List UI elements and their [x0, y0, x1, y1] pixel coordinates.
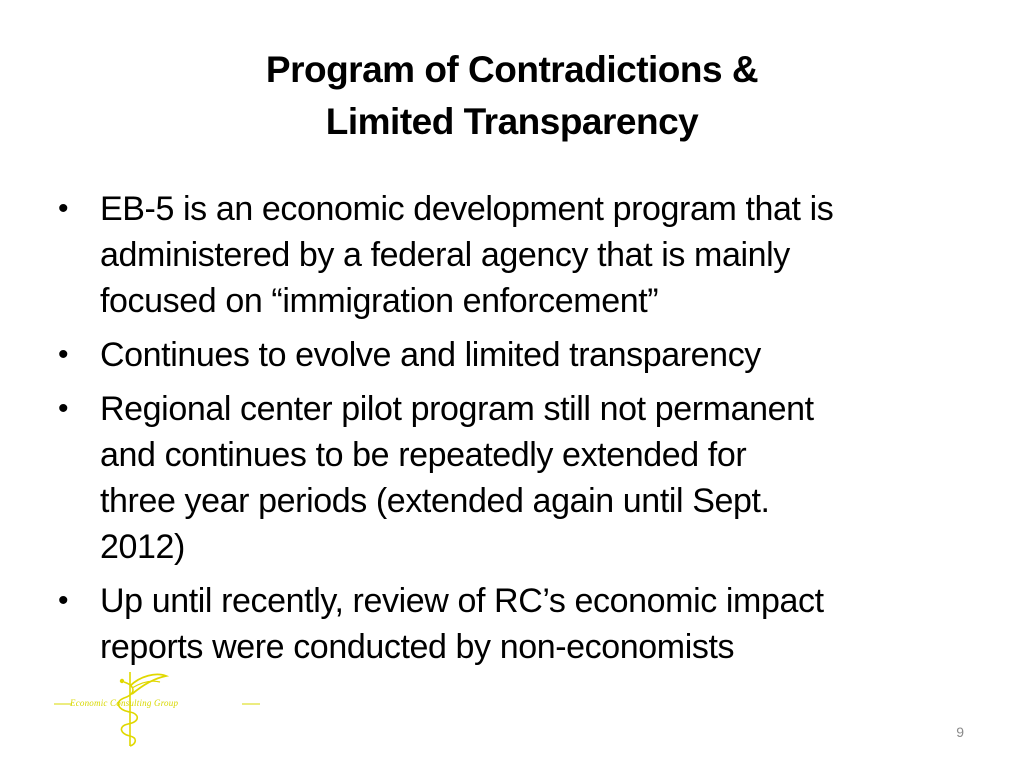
company-logo: [52, 668, 262, 750]
bullet-1-line-1: EB-5 is an economic development program that is: [100, 190, 834, 228]
page-number: 9: [956, 724, 964, 740]
bullet-4-line-1: Up until recently, review of RC’s economic impact: [100, 582, 824, 620]
bullet-item-3: [56, 386, 976, 570]
slide-title-line-1: Program of Contradictions &: [265, 49, 759, 90]
bullet-dot-icon: •: [58, 392, 69, 425]
bullet-item-2: [56, 332, 976, 378]
bullet-item-4: [56, 578, 976, 670]
bullet-list: [56, 186, 976, 678]
bullet-1-line-3: focused on “immigration enforcement”: [100, 282, 659, 320]
bullet-1-line-2: administered by a federal agency that is mainly: [100, 236, 790, 274]
logo-text: Economic Consulting Group: [70, 698, 179, 708]
bullet-3-line-3: three year periods (extended again until Sept.: [100, 482, 770, 520]
slide-title: [0, 44, 1024, 148]
bullet-dot-icon: •: [58, 192, 69, 225]
bullet-3-line-2: and continues to be repeatedly extended for: [100, 436, 747, 474]
bullet-item-1: [56, 186, 976, 324]
bullet-dot-icon: •: [58, 338, 69, 371]
bullet-dot-icon: •: [58, 584, 69, 617]
bullet-2-line-1: Continues to evolve and limited transparency: [100, 336, 761, 374]
bullet-3-line-4: 2012): [100, 528, 185, 566]
caduceus-logo-icon: [52, 668, 262, 750]
bullet-3-line-1: Regional center pilot program still not permanent: [100, 390, 814, 428]
bullet-4-line-2: reports were conducted by non-economists: [100, 628, 735, 666]
slide-title-line-2: Limited Transparency: [325, 101, 699, 142]
